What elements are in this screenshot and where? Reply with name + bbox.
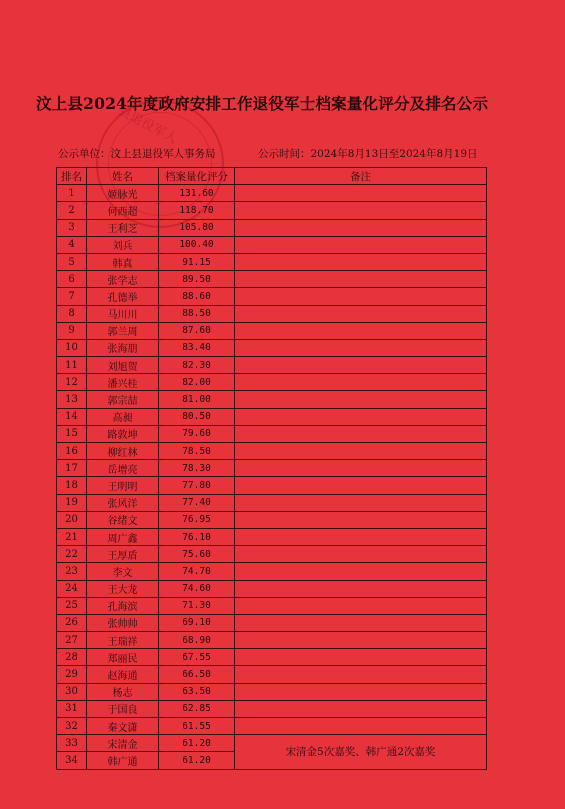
score-cell: 61.20 bbox=[159, 752, 235, 769]
remark-cell bbox=[235, 357, 487, 374]
rank-cell: 9 bbox=[57, 322, 87, 339]
table-row bbox=[57, 700, 487, 717]
rank-cell: 8 bbox=[57, 305, 87, 322]
table-row bbox=[57, 443, 487, 460]
rank-cell: 4 bbox=[57, 236, 87, 253]
score-cell: 82.30 bbox=[159, 357, 235, 374]
score-cell: 77.80 bbox=[159, 477, 235, 494]
remark-cell bbox=[235, 288, 487, 305]
rank-cell: 28 bbox=[57, 649, 87, 666]
rank-cell: 33 bbox=[57, 735, 87, 752]
rank-cell: 20 bbox=[57, 511, 87, 528]
rank-cell: 15 bbox=[57, 425, 87, 442]
score-cell: 71.30 bbox=[159, 597, 235, 614]
score-cell: 74.70 bbox=[159, 563, 235, 580]
rank-cell: 3 bbox=[57, 219, 87, 236]
name-cell: 潘兴桂 bbox=[87, 374, 159, 391]
score-cell: 77.40 bbox=[159, 494, 235, 511]
score-cell: 76.10 bbox=[159, 528, 235, 545]
rank-cell: 1 bbox=[57, 185, 87, 202]
name-cell: 王大龙 bbox=[87, 580, 159, 597]
score-cell: 74.60 bbox=[159, 580, 235, 597]
table-row bbox=[57, 563, 487, 580]
score-cell: 81.00 bbox=[159, 391, 235, 408]
table-row bbox=[57, 202, 487, 219]
rank-cell: 16 bbox=[57, 443, 87, 460]
name-cell: 张学志 bbox=[87, 271, 159, 288]
table-row bbox=[57, 271, 487, 288]
remark-cell bbox=[235, 494, 487, 511]
publish-time: 公示时间：2024年8月13日至2024年8月19日 bbox=[258, 148, 478, 160]
rank-cell: 10 bbox=[57, 339, 87, 356]
rank-cell: 21 bbox=[57, 528, 87, 545]
score-cell: 78.50 bbox=[159, 443, 235, 460]
table-row bbox=[57, 425, 487, 442]
table-row bbox=[57, 614, 487, 631]
table-row bbox=[57, 528, 487, 545]
table-row bbox=[57, 288, 487, 305]
remark-cell bbox=[235, 666, 487, 683]
name-cell: 孔德举 bbox=[87, 288, 159, 305]
name-cell: 张海朋 bbox=[87, 339, 159, 356]
table-row bbox=[57, 511, 487, 528]
table-row bbox=[57, 460, 487, 477]
rank-cell: 6 bbox=[57, 271, 87, 288]
name-cell: 李文 bbox=[87, 563, 159, 580]
remark-cell bbox=[235, 253, 487, 270]
remark-cell bbox=[235, 563, 487, 580]
score-cell: 62.85 bbox=[159, 700, 235, 717]
remark-cell bbox=[235, 202, 487, 219]
remark-cell bbox=[235, 391, 487, 408]
name-cell: 何西超 bbox=[87, 202, 159, 219]
score-cell: 61.55 bbox=[159, 718, 235, 735]
name-cell: 高昶 bbox=[87, 408, 159, 425]
remark-cell bbox=[235, 511, 487, 528]
remark-cell bbox=[235, 443, 487, 460]
name-cell: 马川川 bbox=[87, 305, 159, 322]
table-row bbox=[57, 374, 487, 391]
name-cell: 于国良 bbox=[87, 700, 159, 717]
table-row bbox=[57, 322, 487, 339]
name-cell: 宋清金 bbox=[87, 735, 159, 752]
table-row bbox=[57, 339, 487, 356]
remark-cell bbox=[235, 322, 487, 339]
table-row bbox=[57, 597, 487, 614]
remark-cell bbox=[235, 700, 487, 717]
rank-cell: 24 bbox=[57, 580, 87, 597]
name-cell: 王利芝 bbox=[87, 219, 159, 236]
table-row bbox=[57, 357, 487, 374]
score-cell: 83.40 bbox=[159, 339, 235, 356]
table-row bbox=[57, 219, 487, 236]
name-cell: 郑丽民 bbox=[87, 649, 159, 666]
remark-cell bbox=[235, 632, 487, 649]
score-cell: 91.15 bbox=[159, 253, 235, 270]
score-cell: 78.30 bbox=[159, 460, 235, 477]
rank-cell: 12 bbox=[57, 374, 87, 391]
rank-cell: 30 bbox=[57, 683, 87, 700]
document-title: 汶上县2024年度政府安排工作退役军士档案量化评分及排名公示 bbox=[36, 94, 489, 113]
ranking-table bbox=[56, 167, 487, 770]
rank-cell: 19 bbox=[57, 494, 87, 511]
rank-cell: 26 bbox=[57, 614, 87, 631]
table-row bbox=[57, 580, 487, 597]
table-row bbox=[57, 408, 487, 425]
score-cell: 63.50 bbox=[159, 683, 235, 700]
name-cell: 路敦坤 bbox=[87, 425, 159, 442]
name-cell: 王瑞祥 bbox=[87, 632, 159, 649]
rank-cell: 17 bbox=[57, 460, 87, 477]
name-cell: 刘旭贺 bbox=[87, 357, 159, 374]
score-cell: 76.95 bbox=[159, 511, 235, 528]
name-cell: 刘兵 bbox=[87, 236, 159, 253]
rank-cell: 34 bbox=[57, 752, 87, 769]
name-cell: 秦文潇 bbox=[87, 718, 159, 735]
table-row bbox=[57, 236, 487, 253]
name-cell: 岳增亮 bbox=[87, 460, 159, 477]
remark-cell bbox=[235, 339, 487, 356]
score-cell: 68.90 bbox=[159, 632, 235, 649]
table-row bbox=[57, 718, 487, 735]
table-row bbox=[57, 632, 487, 649]
score-cell: 100.40 bbox=[159, 236, 235, 253]
remark-cell bbox=[235, 408, 487, 425]
remark-cell bbox=[235, 477, 487, 494]
rank-cell: 2 bbox=[57, 202, 87, 219]
remark-cell bbox=[235, 219, 487, 236]
remark-cell bbox=[235, 546, 487, 563]
rank-cell: 23 bbox=[57, 563, 87, 580]
name-cell: 赵海通 bbox=[87, 666, 159, 683]
rank-cell: 13 bbox=[57, 391, 87, 408]
name-cell: 王明明 bbox=[87, 477, 159, 494]
remark-cell bbox=[235, 305, 487, 322]
remark-cell bbox=[235, 597, 487, 614]
score-cell: 66.50 bbox=[159, 666, 235, 683]
score-cell: 80.50 bbox=[159, 408, 235, 425]
table-row bbox=[57, 185, 487, 202]
table-row bbox=[57, 546, 487, 563]
name-cell: 孔海滨 bbox=[87, 597, 159, 614]
header-name: 姓名 bbox=[87, 168, 159, 185]
name-cell: 张帅帅 bbox=[87, 614, 159, 631]
remark-cell bbox=[235, 185, 487, 202]
rank-cell: 31 bbox=[57, 700, 87, 717]
score-cell: 89.50 bbox=[159, 271, 235, 288]
remark-cell bbox=[235, 580, 487, 597]
table-row bbox=[57, 253, 487, 270]
score-cell: 79.60 bbox=[159, 425, 235, 442]
score-cell: 118.70 bbox=[159, 202, 235, 219]
remark-cell bbox=[235, 649, 487, 666]
remark-cell bbox=[235, 718, 487, 735]
score-cell: 61.20 bbox=[159, 735, 235, 752]
rank-cell: 7 bbox=[57, 288, 87, 305]
rank-cell: 22 bbox=[57, 546, 87, 563]
table-row bbox=[57, 391, 487, 408]
name-cell: 韩真 bbox=[87, 253, 159, 270]
rank-cell: 27 bbox=[57, 632, 87, 649]
score-cell: 87.60 bbox=[159, 322, 235, 339]
remark-cell bbox=[235, 614, 487, 631]
table-row bbox=[57, 735, 487, 752]
remark-cell bbox=[235, 528, 487, 545]
remark-cell bbox=[235, 374, 487, 391]
table-row bbox=[57, 666, 487, 683]
name-cell: 王厚盾 bbox=[87, 546, 159, 563]
remark-cell bbox=[235, 236, 487, 253]
rank-cell: 32 bbox=[57, 718, 87, 735]
remark-cell-merged: 宋清金5次嘉奖、韩广通2次嘉奖 bbox=[235, 735, 487, 769]
name-cell: 郭宗喆 bbox=[87, 391, 159, 408]
name-cell: 姬脉光 bbox=[87, 185, 159, 202]
header-score: 档案量化评分 bbox=[159, 168, 235, 185]
score-cell: 67.55 bbox=[159, 649, 235, 666]
seal-text: 县退役军人 bbox=[115, 103, 180, 148]
table-row bbox=[57, 494, 487, 511]
name-cell: 张风洋 bbox=[87, 494, 159, 511]
header-remark: 备注 bbox=[235, 168, 487, 185]
rank-cell: 5 bbox=[57, 253, 87, 270]
header-rank: 排名 bbox=[57, 168, 87, 185]
name-cell: 郭兰周 bbox=[87, 322, 159, 339]
rank-cell: 29 bbox=[57, 666, 87, 683]
remark-cell bbox=[235, 460, 487, 477]
name-cell: 杨志 bbox=[87, 683, 159, 700]
score-cell: 105.80 bbox=[159, 219, 235, 236]
table-header-row bbox=[57, 168, 487, 185]
score-cell: 69.10 bbox=[159, 614, 235, 631]
rank-cell: 18 bbox=[57, 477, 87, 494]
name-cell: 谷绪文 bbox=[87, 511, 159, 528]
table-row bbox=[57, 477, 487, 494]
remark-cell bbox=[235, 271, 487, 288]
score-cell: 88.60 bbox=[159, 288, 235, 305]
table-row bbox=[57, 305, 487, 322]
rank-cell: 11 bbox=[57, 357, 87, 374]
score-cell: 75.60 bbox=[159, 546, 235, 563]
rank-cell: 14 bbox=[57, 408, 87, 425]
score-cell: 131.60 bbox=[159, 185, 235, 202]
name-cell: 周广鑫 bbox=[87, 528, 159, 545]
publish-unit: 公示单位：汶上县退役军人事务局 bbox=[58, 148, 216, 160]
score-cell: 88.50 bbox=[159, 305, 235, 322]
score-cell: 82.00 bbox=[159, 374, 235, 391]
name-cell: 柳红林 bbox=[87, 443, 159, 460]
table-row bbox=[57, 683, 487, 700]
remark-cell bbox=[235, 683, 487, 700]
rank-cell: 25 bbox=[57, 597, 87, 614]
table-row bbox=[57, 649, 487, 666]
remark-cell bbox=[235, 425, 487, 442]
name-cell: 韩广通 bbox=[87, 752, 159, 769]
